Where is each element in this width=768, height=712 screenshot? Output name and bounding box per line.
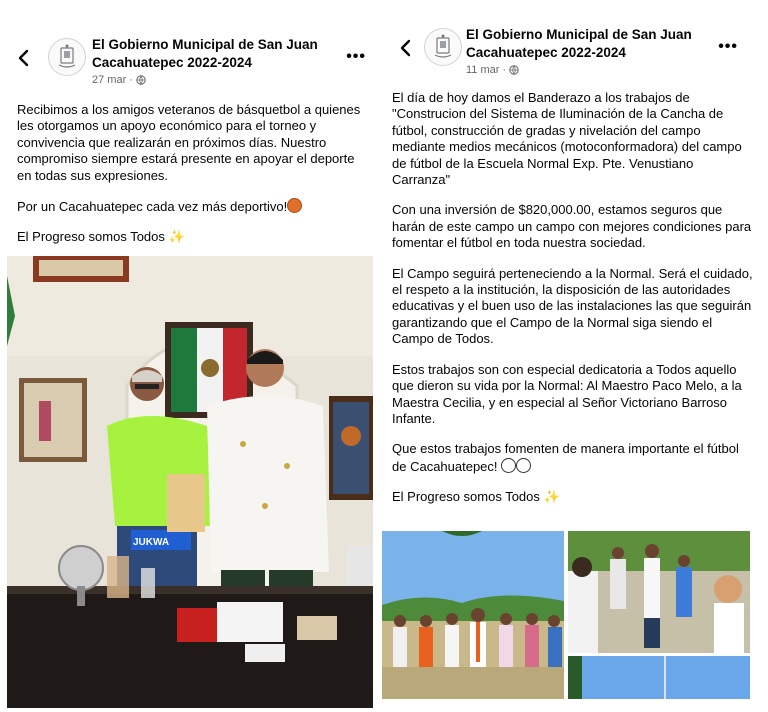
meta-separator: · — [502, 64, 507, 76]
more-options-icon[interactable]: ••• — [718, 38, 738, 55]
post-paragraph: Por un Cacahuatepec cada vez más deportivo! — [17, 199, 288, 215]
post-right — [382, 0, 768, 712]
post-header — [382, 24, 768, 74]
more-options-icon[interactable]: ••• — [346, 48, 366, 65]
post-paragraph: Recibimos a los amigos veteranos de básquetbol a quienes les otorgamos un apoyo económico para el torneo y convivencia que realizarán en próximos días. Nuestro compromiso siempre estará presente en apoyar el deporte en todas sus expresiones. — [17, 102, 361, 183]
photo-grid — [382, 531, 768, 699]
globe-icon — [509, 65, 519, 75]
soccer-ball-emoji — [516, 458, 531, 473]
post-photo[interactable] — [7, 256, 373, 708]
post-paragraph: Estos trabajos son con especial dedicatoria a Todos aquello que dieron su vida por la Normal: Al Maestro Paco Melo, a la Maestra Cecilia, y en especial al Señor Victoriano Barroso Infante. — [392, 361, 742, 426]
post-paragraph: Con una inversión de $820,000.00, estamos seguros que harán de este campo un campo con mejores condiciones para fomentar el fútbol en toda nuestra sociedad. — [392, 202, 752, 251]
page-avatar[interactable] — [424, 28, 462, 66]
page-avatar[interactable] — [48, 38, 86, 76]
post-meta — [466, 64, 519, 76]
page-name[interactable]: El Gobierno Municipal de San Juan Cacahuatepec 2022-2024 — [466, 27, 692, 60]
post-paragraph: El Progreso somos Todos — [392, 489, 540, 505]
back-arrow-icon[interactable] — [396, 38, 416, 58]
post-paragraph: Que estos trabajos fomenten de manera importante el fútbol de Cacahuatepec! — [392, 441, 739, 474]
post-paragraph: El Progreso somos Todos — [17, 229, 165, 245]
bag-text: JUKWA — [133, 537, 170, 548]
basketball-emoji — [287, 198, 302, 213]
sparkles-emoji: ✨ — [543, 489, 560, 505]
sparkles-emoji: ✨ — [168, 229, 185, 245]
post-date[interactable]: 11 mar — [466, 64, 500, 76]
post-header — [0, 34, 380, 84]
post-photo[interactable] — [568, 656, 750, 699]
post-photo[interactable] — [568, 531, 750, 653]
page-name[interactable]: El Gobierno Municipal de San Juan Cacahuatepec 2022-2024 — [92, 37, 318, 70]
post-date[interactable]: 27 mar — [92, 74, 127, 86]
post-paragraph: El Campo seguirá perteneciendo a la Normal. Será el cuidado, el respeto a la institución, la disposición de las autoridades educativas y el buen uso de las instalaciones las que seguirán garantizando que el Campo de la Normal siga siendo el Campo de Todos. — [392, 265, 753, 347]
post-text — [17, 102, 368, 260]
post-photo[interactable] — [382, 531, 564, 699]
meta-separator: · — [129, 74, 133, 86]
post-left — [0, 0, 380, 712]
globe-icon — [136, 75, 146, 85]
soccer-ball-emoji — [501, 458, 516, 473]
back-arrow-icon[interactable] — [14, 48, 34, 68]
post-text — [392, 90, 754, 520]
post-meta — [92, 74, 146, 86]
post-paragraph: El día de hoy damos el Banderazo a los trabajos de "Construcion del Sistema de Iluminación de la Cancha de fútbol, construcción de gradas y nivelación del campo mediante medios mecánicos (motoconformadora) del campo de fútbol de la Escuela Normal Exp. Pte. Venustiano Carranza" — [392, 90, 742, 188]
